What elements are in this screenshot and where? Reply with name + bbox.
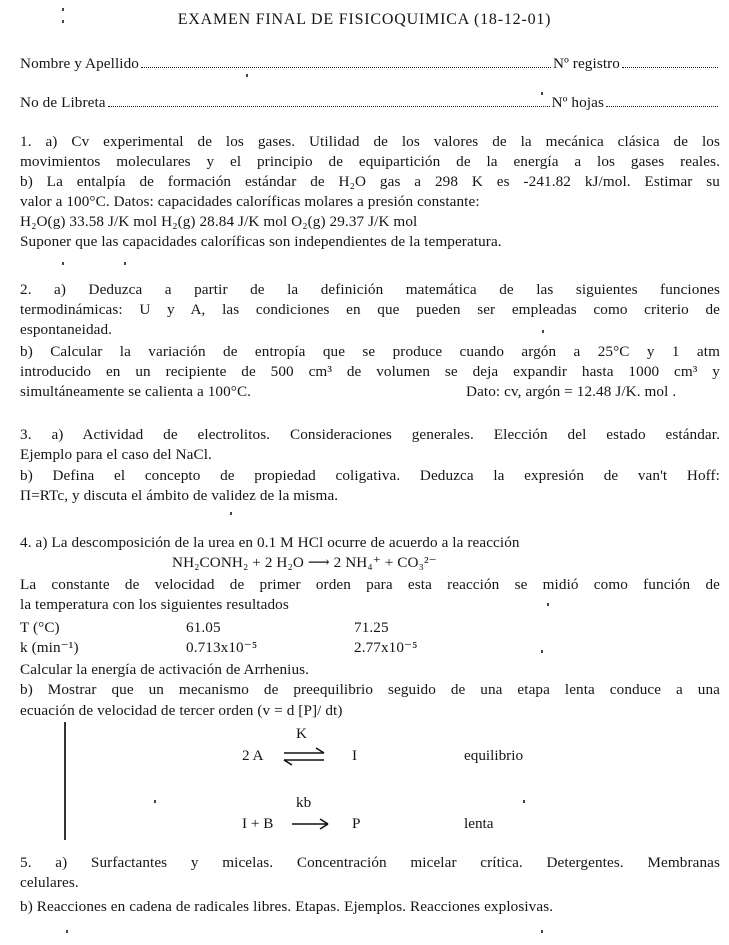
q3-line: Ejemplo para el caso del NaCl. bbox=[20, 446, 212, 463]
registro-blank bbox=[622, 67, 718, 68]
libreta-blank bbox=[108, 106, 550, 107]
q5-line: celulares. bbox=[20, 874, 79, 891]
registro-label: Nº registro bbox=[553, 55, 620, 72]
name-field-row bbox=[20, 54, 720, 74]
q1-line: Suponer que las capacidades caloríficas son independientes de la temperatura. bbox=[20, 233, 502, 250]
q4-intro: 4. a) La descomposición de la urea en 0.1 M HCl ocurre de acuerdo a la reacción bbox=[20, 534, 520, 551]
speck bbox=[154, 800, 156, 803]
q1-line: valor a 100°C. Datos: capacidades caloríficas molares a presión constante: bbox=[20, 193, 480, 210]
speck bbox=[66, 930, 68, 933]
q2-line: b) Calcular la variación de entropía que se produce cuando argón a 25°C y 1 atm bbox=[20, 343, 720, 360]
speck bbox=[541, 650, 543, 653]
speck bbox=[230, 512, 232, 515]
q4-reaction: NH₂CONH₂ + 2 H₂O ⟶ 2 NH₄⁺ + CO₃²⁻ bbox=[172, 554, 437, 571]
q3-line: b) Defina el concepto de propiedad coligativa. Deduzca la expresión de van't Hoff: bbox=[20, 467, 720, 484]
q3-line: 3. a) Actividad de electrolitos. Consideraciones generales. Elección del estado estándar. bbox=[20, 426, 720, 443]
q3-line: Π=RTc, y discuta el ámbito de validez de la misma. bbox=[20, 487, 339, 504]
q1-line: b) La entalpía de formación estándar de H₂O gas a 298 K es -241.82 kJ/mol. Estimar su bbox=[20, 173, 720, 190]
speck bbox=[541, 92, 543, 95]
q2-line: introducido en un recipiente de 500 cm³ de volumen se deja expandir hasta 1000 cm³ y bbox=[20, 363, 720, 380]
q4-line: La constante de velocidad de primer orden para esta reacción se midió como función de bbox=[20, 576, 720, 593]
mechanism-step2-right: P bbox=[352, 815, 361, 832]
exam-title: EXAMEN FINAL DE FISICOQUIMICA (18-12-01) bbox=[177, 11, 552, 28]
equilibrium-arrow-icon bbox=[282, 746, 328, 768]
speck bbox=[541, 930, 543, 933]
q4-line: la temperatura con los siguientes resultados bbox=[20, 596, 289, 613]
q2-data: Dato: cv, argón = 12.48 J/K. mol . bbox=[466, 383, 677, 400]
mechanism-step2-left: I + B bbox=[242, 815, 274, 832]
q5-line: 5. a) Surfactantes y micelas. Concentración micelar crítica. Detergentes. Membranas bbox=[20, 854, 720, 871]
table-cell: 61.05 bbox=[186, 619, 221, 636]
speck bbox=[62, 20, 64, 23]
mechanism-step1-label: equilibrio bbox=[464, 747, 524, 764]
q2-line: simultáneamente se calienta a 100°C. bbox=[20, 383, 252, 400]
libreta-label: No de Libreta bbox=[20, 94, 106, 111]
q5-line: b) Reacciones en cadena de radicales libres. Etapas. Ejemplos. Reacciones explosivas. bbox=[20, 898, 554, 915]
q4-line: b) Mostrar que un mecanismo de preequilibrio seguido de una etapa lenta conduce a una bbox=[20, 681, 720, 698]
table-cell: 2.77x10⁻⁵ bbox=[354, 639, 418, 656]
table-header-k: k (min⁻¹) bbox=[20, 639, 79, 656]
libreta-field-row bbox=[20, 93, 720, 113]
speck bbox=[542, 330, 544, 333]
q2-line: termodinámicas: U y A, las condiciones en que pueden ser empleadas como criterio de bbox=[20, 301, 720, 318]
speck bbox=[246, 74, 248, 77]
speck bbox=[547, 603, 549, 606]
speck bbox=[62, 262, 64, 265]
mechanism-step1-left: 2 A bbox=[242, 747, 264, 764]
mechanism-step1-constant: K bbox=[296, 725, 307, 742]
mechanism-step2-label: lenta bbox=[464, 815, 494, 832]
q1-line: 1. a) Cv experimental de los gases. Utilidad de los valores de la mecánica clásica de los bbox=[20, 133, 720, 150]
q4-line: ecuación de velocidad de tercer orden (v = d [P]/ dt) bbox=[20, 702, 343, 719]
q1-line: movimientos moleculares y el principio de equipartición de la energía a los gases reales. bbox=[20, 153, 720, 170]
q2-line: espontaneidad. bbox=[20, 321, 113, 338]
q4-line: Calcular la energía de activación de Arrhenius. bbox=[20, 661, 310, 678]
name-label: Nombre y Apellido bbox=[20, 55, 139, 72]
q2-line: 2. a) Deduzca a partir de la definición matemática de las siguientes funciones bbox=[20, 281, 720, 298]
speck bbox=[62, 8, 64, 11]
table-cell: 71.25 bbox=[354, 619, 389, 636]
q1-line: H₂O(g) 33.58 J/K mol H₂(g) 28.84 J/K mol O₂(g) 29.37 J/K mol bbox=[20, 213, 418, 230]
margin-bar bbox=[64, 722, 66, 840]
table-header-t: T (°C) bbox=[20, 619, 60, 636]
speck bbox=[523, 800, 525, 803]
hojas-label: Nº hojas bbox=[551, 94, 604, 111]
table-cell: 0.713x10⁻⁵ bbox=[186, 639, 258, 656]
mechanism-step1-right: I bbox=[352, 747, 358, 764]
speck bbox=[124, 262, 126, 265]
right-arrow-icon bbox=[290, 814, 332, 834]
mechanism-step2-constant: kb bbox=[296, 794, 312, 811]
hojas-blank bbox=[606, 106, 718, 107]
name-blank bbox=[141, 67, 551, 68]
